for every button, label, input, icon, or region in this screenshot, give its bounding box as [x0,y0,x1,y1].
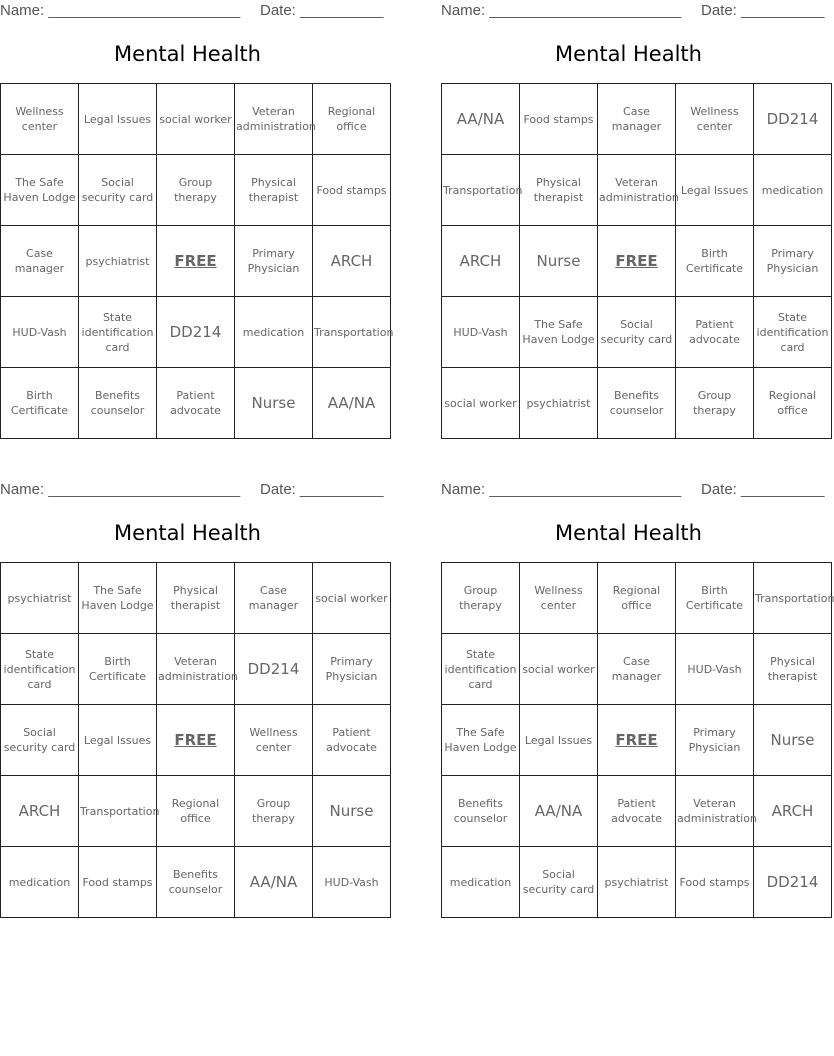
bingo-cell: Nurse [754,705,832,776]
date-field: Date: __________ [701,481,825,498]
bingo-cell: Transportation [754,563,832,634]
bingo-cell: Group therapy [676,368,754,439]
name-field: Name: _______________________ [0,481,241,498]
grid-row [1,297,391,368]
card-header [441,0,825,22]
bingo-cell: DD214 [235,634,313,705]
bingo-cell: social worker [157,84,235,155]
card-header [0,479,384,501]
bingo-cell: Case manager [235,563,313,634]
grid-row [442,634,832,705]
bingo-cell: Birth Certificate [676,226,754,297]
grid-row [1,155,391,226]
bingo-cell: Group therapy [235,776,313,847]
bingo-cell: Benefits counselor [157,847,235,918]
bingo-cell: HUD-Vash [1,297,79,368]
bingo-cell: Physical therapist [754,634,832,705]
bingo-cell: Transportation [79,776,157,847]
free-space: FREE [598,226,676,297]
bingo-cell: social worker [442,368,520,439]
bingo-cell: Patient advocate [313,705,391,776]
bingo-cell: Transportation [313,297,391,368]
grid-row [442,847,832,918]
date-field: Date: __________ [260,481,384,498]
bingo-cell: AA/NA [313,368,391,439]
bingo-cell: Physical therapist [520,155,598,226]
bingo-cell: Physical therapist [235,155,313,226]
grid-row [1,226,391,297]
bingo-cell: Nurse [520,226,598,297]
bingo-cell: Regional office [313,84,391,155]
bingo-cell: Patient advocate [157,368,235,439]
bingo-cell: Primary Physician [235,226,313,297]
bingo-cell: Benefits counselor [442,776,520,847]
bingo-cell: Patient advocate [676,297,754,368]
card-title: Mental Health [114,521,261,545]
bingo-cell: Veteran administration [235,84,313,155]
grid-row [442,705,832,776]
bingo-cell: HUD-Vash [442,297,520,368]
name-field: Name: _______________________ [441,481,682,498]
bingo-cell: AA/NA [235,847,313,918]
bingo-cell: DD214 [754,847,832,918]
bingo-grid [441,83,832,439]
grid-row [442,226,832,297]
bingo-cell: Primary Physician [754,226,832,297]
bingo-cell: Primary Physician [676,705,754,776]
bingo-cell: Group therapy [157,155,235,226]
bingo-cell: social worker [313,563,391,634]
bingo-cell: Birth Certificate [1,368,79,439]
card-title: Mental Health [114,42,261,66]
bingo-cell: Regional office [754,368,832,439]
bingo-cell: Social security card [79,155,157,226]
bingo-cell: Case manager [598,634,676,705]
bingo-cell: Wellness center [520,563,598,634]
bingo-cell: medication [1,847,79,918]
bingo-cell: Food stamps [520,84,598,155]
bingo-cell: Nurse [235,368,313,439]
bingo-cell: ARCH [754,776,832,847]
bingo-grid [441,562,832,918]
bingo-cell: State identification card [1,634,79,705]
bingo-cell: Regional office [157,776,235,847]
bingo-cell: The Safe Haven Lodge [520,297,598,368]
bingo-cell: Wellness center [235,705,313,776]
bingo-cell: Nurse [313,776,391,847]
bingo-cell: AA/NA [442,84,520,155]
bingo-cell: Transportation [442,155,520,226]
bingo-cell: medication [754,155,832,226]
bingo-cell: medication [235,297,313,368]
bingo-cell: The Safe Haven Lodge [1,155,79,226]
bingo-cell: DD214 [754,84,832,155]
grid-row [1,563,391,634]
card-header [441,479,825,501]
bingo-cell: The Safe Haven Lodge [442,705,520,776]
bingo-cell: Birth Certificate [676,563,754,634]
grid-row [1,634,391,705]
grid-row [442,84,832,155]
bingo-cell: ARCH [313,226,391,297]
bingo-cell: Veteran administration [676,776,754,847]
bingo-cell: Birth Certificate [79,634,157,705]
grid-row [1,368,391,439]
bingo-grid [0,562,391,918]
bingo-cell: Case manager [1,226,79,297]
grid-row [1,705,391,776]
card-header [0,0,384,22]
grid-row [1,776,391,847]
grid-row [442,155,832,226]
bingo-cell: DD214 [157,297,235,368]
bingo-cell: ARCH [1,776,79,847]
bingo-cell: The Safe Haven Lodge [79,563,157,634]
bingo-cell: Social security card [598,297,676,368]
bingo-cell: State identification card [79,297,157,368]
bingo-cell: Food stamps [313,155,391,226]
bingo-cell: AA/NA [520,776,598,847]
free-space: FREE [157,226,235,297]
bingo-cell: psychiatrist [598,847,676,918]
bingo-cell: Group therapy [442,563,520,634]
bingo-cell: social worker [520,634,598,705]
name-field: Name: _______________________ [0,2,241,19]
date-field: Date: __________ [260,2,384,19]
bingo-cell: Wellness center [676,84,754,155]
bingo-cell: Benefits counselor [79,368,157,439]
card-title: Mental Health [555,521,702,545]
free-space: FREE [157,705,235,776]
grid-row [442,297,832,368]
free-space: FREE [598,705,676,776]
bingo-cell: Case manager [598,84,676,155]
bingo-cell: Food stamps [676,847,754,918]
date-field: Date: __________ [701,2,825,19]
bingo-grid [0,83,394,439]
bingo-cell: Primary Physician [313,634,391,705]
bingo-cell: psychiatrist [1,563,79,634]
bingo-cell: Legal Issues [79,705,157,776]
bingo-cell: psychiatrist [79,226,157,297]
bingo-cell: Legal Issues [676,155,754,226]
bingo-cell: Benefits counselor [598,368,676,439]
bingo-cell: HUD-Vash [676,634,754,705]
grid-row [1,84,391,155]
bingo-cell: medication [442,847,520,918]
grid-row [442,368,832,439]
grid-row [1,847,391,918]
bingo-cell: Patient advocate [598,776,676,847]
bingo-cell: Veteran administration [598,155,676,226]
bingo-cell: Social security card [1,705,79,776]
bingo-cell: Legal Issues [79,84,157,155]
bingo-cell: ARCH [442,226,520,297]
bingo-cell: Veteran administration [157,634,235,705]
bingo-cell: Food stamps [79,847,157,918]
bingo-cell: Wellness center [1,84,79,155]
grid-row [442,563,832,634]
bingo-cell: Legal Issues [520,705,598,776]
card-title: Mental Health [555,42,702,66]
bingo-cell: State identification card [754,297,832,368]
bingo-cell: HUD-Vash [313,847,391,918]
grid-row [442,776,832,847]
bingo-cell: psychiatrist [520,368,598,439]
bingo-cell: State identification card [442,634,520,705]
name-field: Name: _______________________ [441,2,682,19]
bingo-cell: Social security card [520,847,598,918]
bingo-cell: Physical therapist [157,563,235,634]
bingo-cell: Regional office [598,563,676,634]
